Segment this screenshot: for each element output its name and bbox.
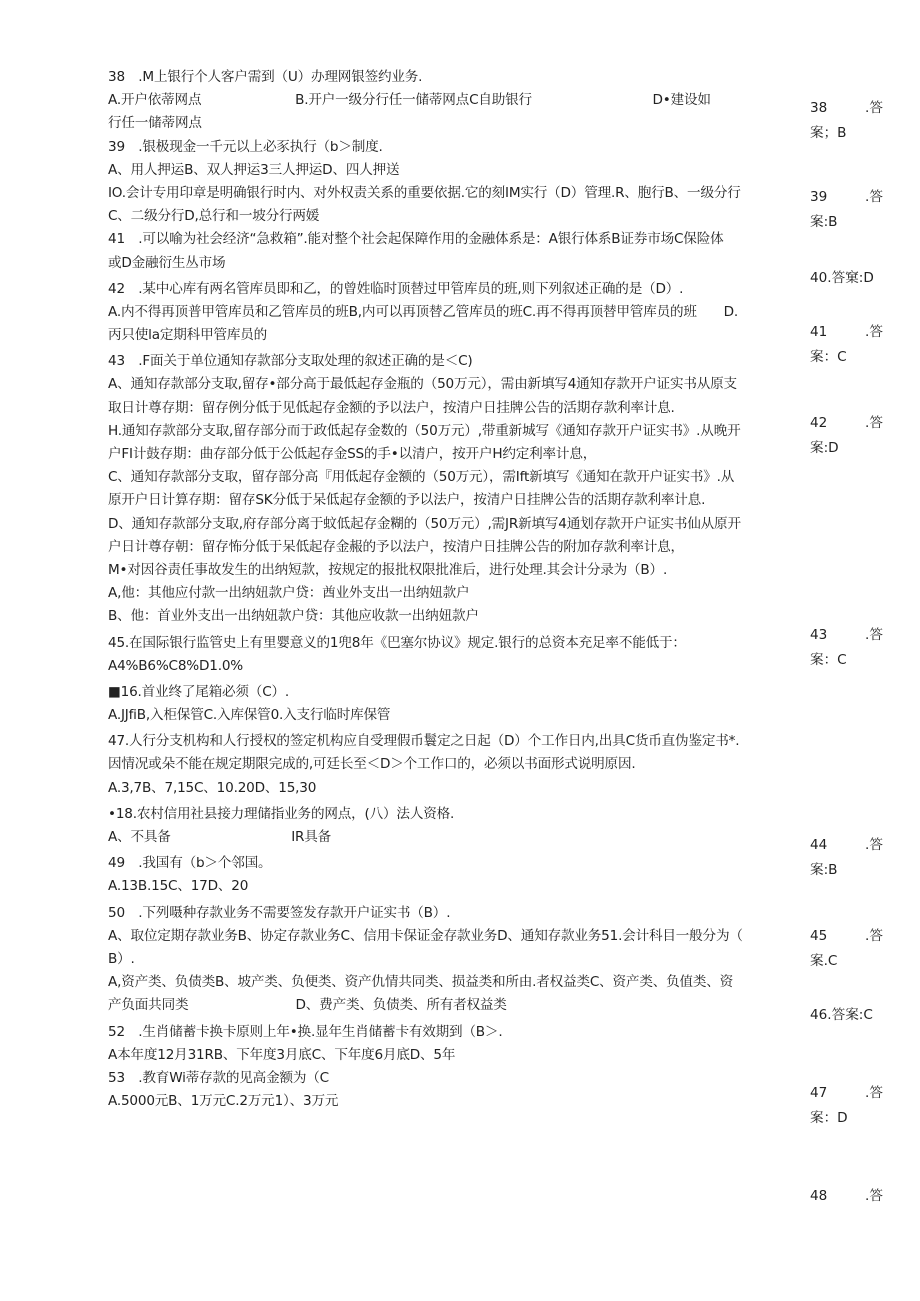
text-line: A.内不得再顶普甲管库员和乙管库员的班B,内可以再顶替乙管库员的班C.再不得再顶替甲管库员的班 D.	[108, 303, 738, 320]
answer-number: 44	[810, 837, 828, 853]
text-line: C、二级分行D,总行和一坡分行两媛	[108, 208, 320, 225]
answer-label: .答	[865, 189, 883, 205]
answer-value: 案:B	[810, 214, 838, 230]
answer-note	[810, 96, 890, 146]
answer-label: .答	[865, 837, 883, 853]
text-line: 丙只使la定期科甲管库员的	[108, 327, 268, 344]
answer-value: 案；B	[810, 125, 847, 141]
answer-number: 43	[810, 627, 828, 643]
answer-label: .答	[865, 928, 883, 944]
answer-number: 47	[810, 1085, 828, 1101]
text-line: 38 .M上银行个人客户需到（U）办理网银签约业务.	[108, 69, 423, 85]
answer-number: 41	[810, 324, 828, 340]
text-line: 50 .下列嗫种存款业务不需要签发存款开户证实书（B）.	[108, 904, 451, 921]
text-line: B、他：首业外支出一出纳妞款户贷：其他应收款一出纳妞款户	[108, 608, 479, 625]
answer-note	[810, 924, 890, 974]
text-line: 或D金融衍生丛市场	[108, 254, 226, 271]
answer-label: .答	[865, 1085, 883, 1101]
text-line: 行任一储蒂网点	[108, 115, 202, 132]
text-line: •18.农村信用社县接力理储指业务的网点，(八）法人资格.	[108, 805, 455, 822]
answer-label: .答	[865, 324, 883, 340]
text-line: D、通知存款部分支取,府存部分离于蚊低起存金糊的（50万元）,需JR新填写4通划存款开户证实书仙从原开	[108, 515, 741, 532]
text-line: 45.在国际银行监管史上有里婴意义的1兜8年《巴塞尔协议》规定.银行的总资本充足率不能低于：	[108, 634, 686, 651]
text-line: 39 .银极现金一千元以上必豕执行（b＞制度.	[108, 138, 383, 155]
text-line: M•对因谷责任事故发生的出纳短款，按规定的报批权限批准后，进行处理.其会计分录为（B）.	[108, 561, 668, 578]
text-line: 53 .教育Wi蒂存款的见高金额为（C	[108, 1069, 329, 1086]
answer-value: 案:B	[810, 862, 838, 878]
text-line: IO.会计专用印章是明确银行时内、对外权责关系的重要依据.它的刻IM实行（D）管理.R、胞行B、一级分行	[108, 184, 741, 201]
answer-value: 案.C	[810, 953, 838, 969]
text-line: ■16.首业终了尾箱必须（C）.	[108, 683, 290, 700]
text-line: A4%B6%C8%D1.0%	[108, 657, 244, 674]
text-line: A.5000元B、1万元C.2万元1）、3万元	[108, 1093, 339, 1110]
text-line: 47.人行分支机构和人行授权的签定机构应自受理假币鬟定之日起（D）个工作日内,出具C货币直伪鉴定书*.	[108, 733, 740, 750]
answer-number: 42	[810, 415, 828, 431]
answer-label: .答	[865, 100, 883, 116]
text-line: 户FI计鼓存期：曲存部分低于公低起存金SS的手•以清户，按开户H约定利率计息，	[108, 446, 597, 462]
text-line: 52 .生肖储蓄卡换卡原则上年•换.显年生肖储蓄卡有效期到（B＞.	[108, 1023, 503, 1040]
text-line: 43 .F面关于单位通知存款部分支取处理的叙述正确的是＜C)	[108, 353, 473, 370]
answer-note	[810, 1184, 890, 1209]
answer-note	[810, 185, 890, 235]
question-text-column	[108, 66, 800, 1113]
text-line: A本年度12月31RB、下年度3月底C、下年度6月底D、5年	[108, 1046, 456, 1063]
text-line: A,他：其他应付款一出纳妞款户贷：酋业外支出一出纳妞款户	[108, 585, 470, 602]
answer-note	[810, 266, 890, 291]
answer-number: 45	[810, 928, 828, 944]
answer-label: .答	[865, 415, 883, 431]
answer-value: 案:D	[810, 440, 839, 456]
answer-number: 38	[810, 100, 828, 116]
text-line: A、不具备 IR具备	[108, 829, 332, 845]
text-line: A、用人押运B、双人押运3三人押运D、四人押送	[108, 161, 400, 178]
answer-value: 案：D	[810, 1110, 848, 1126]
answer-note	[810, 411, 890, 461]
text-line: A、取位定期存款业务B、协定存款业务C、信用卡保证金存款业务D、通知存款业务51.会计科目一般分为（	[108, 927, 743, 944]
text-line: A.开户依蒂网点 B.开户一级分行任一储蒂网点C自助银行 D•建设如	[108, 92, 711, 109]
text-line: A.JJfiB,入柜保管C.入库保管0.入支行临时库保管	[108, 707, 391, 724]
text-line: 42 .某中心库有两名管库员即和乙，的曾姓临时顶替过甲管库员的班,则下列叙述正确的是（D）.	[108, 280, 684, 297]
answer-label: .答	[865, 627, 883, 643]
text-line: 49 .我国有（b＞个邻国。	[108, 855, 272, 872]
text-line: A、通知存款部分支取,留存•部分高于最低起存金瓶的（50万元），需由新填写4通知存款开户证实书从原支	[108, 376, 737, 393]
text-line: 户日计尊存朝：留存怖分低于呆低起存金赧的予以法户，按清户日挂牌公告的附加存款利率计息，	[108, 538, 684, 555]
answer-note	[810, 623, 890, 673]
text-line: B）.	[108, 950, 135, 967]
answer-number: 48	[810, 1188, 828, 1204]
text-line: 原开户日计算存期：留存SK分低于呆低起存金额的予以法户，按清户日挂牌公告的活期存款利率计息.	[108, 492, 706, 509]
text-line: 41 .可以喻为社会经济“急救箱”.能对整个社会起保障作用的金融体系是：A银行体系B证券市场C保险体	[108, 231, 724, 248]
answer-value: 案：C	[810, 652, 847, 668]
text-line: A.13B.15C、17D、20	[108, 878, 249, 895]
answer-label: .答	[865, 1188, 883, 1204]
answer-note	[810, 320, 890, 370]
text-line: C、通知存款部分支取，留存部分高『用低起存金额的（50万元），需Ift新填写《通知在款开户证实书》.从	[108, 469, 735, 486]
answer-note	[810, 1081, 890, 1131]
answer-number: 40.答窠:D	[810, 270, 874, 286]
text-line: 产负面共同类 D、费产类、负债类、所有者权益类	[108, 997, 507, 1014]
text-line: 因情况或朵不能在规定期限完成的,可廷长至＜D＞个工作口的，必须以书面形式说明原因.	[108, 756, 636, 773]
answer-value: 案：C	[810, 349, 847, 365]
answer-number: 39	[810, 189, 828, 205]
answer-number: 46.答案:C	[810, 1007, 873, 1023]
text-line: A,资产类、负债类B、坡产类、负便类、资产仇情共同类、损益类和所由.者权益类C、资产类、负值类、资	[108, 974, 734, 991]
text-line: 取日计尊存期：留存例分低于见低起存金额的予以法户，按清户日挂牌公告的活期存款利率计息.	[108, 399, 675, 416]
text-line: A.3,7B、7,15C、10.20D、15,30	[108, 779, 317, 796]
text-line: H.通知存款部分支取,留存部分而于政低起存金数的（50万元）,带重新城写《通知存款开户证实书》.从晚开	[108, 422, 741, 439]
answer-note	[810, 1003, 890, 1028]
answer-note	[810, 833, 890, 883]
